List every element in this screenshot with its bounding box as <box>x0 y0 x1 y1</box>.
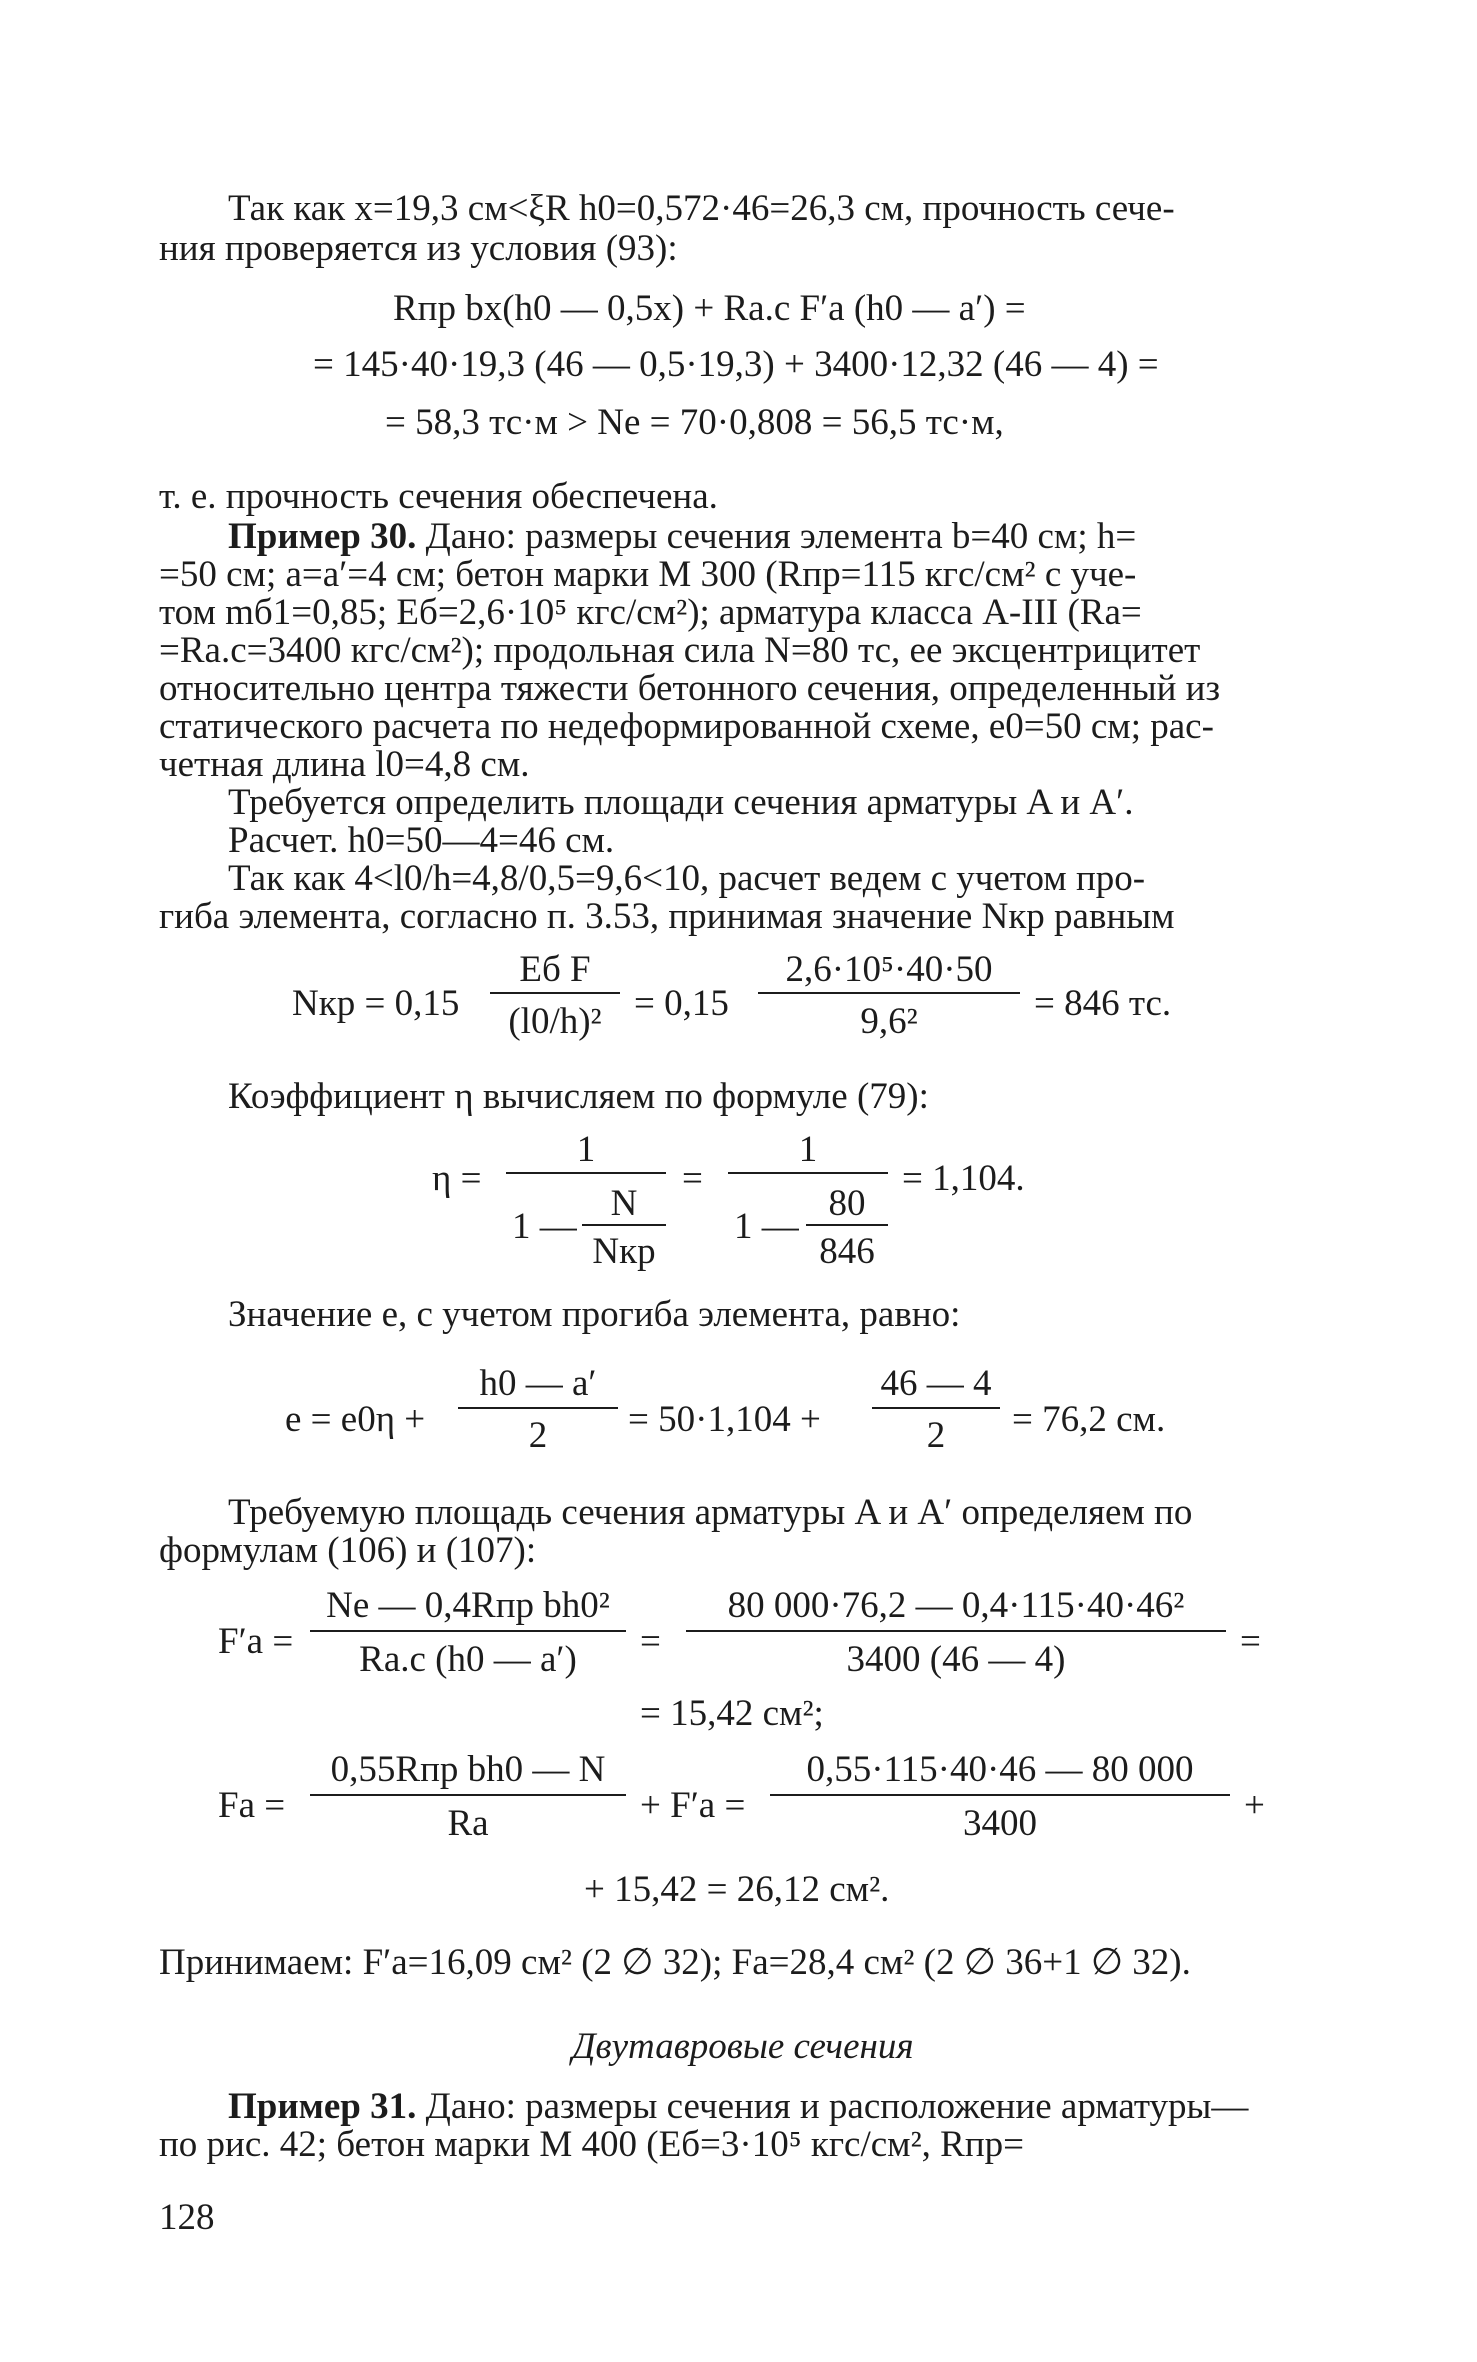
fraction-bar <box>686 1630 1226 1632</box>
section-heading: Двутавровые сечения <box>572 2026 914 2067</box>
formula-part: = <box>1240 1621 1261 1662</box>
text-line: т. е. прочность сечения обеспечена. <box>159 476 718 517</box>
fraction-denominator: Rа <box>447 1803 489 1844</box>
formula-part: = 0,15 <box>634 983 729 1024</box>
fraction-numerator: 0,55·115·40·46 — 80 000 <box>806 1749 1194 1790</box>
fraction-denominator: 3400 (46 — 4) <box>846 1639 1066 1680</box>
formula-part: + <box>1244 1785 1265 1826</box>
formula-part: = <box>640 1621 661 1662</box>
text-line: =50 см; a=a′=4 см; бетон марки М 300 (Rпр=115 кгс/см² с уче- <box>159 554 1137 595</box>
formula-part: = 846 тс. <box>1034 983 1172 1024</box>
text-line: статического расчета по недеформированной схеме, e0=50 см; рас- <box>159 706 1214 747</box>
paragraph-line <box>228 2088 1248 2126</box>
text-line: Требуемую площадь сечения арматуры A и A′ определяем по <box>228 1492 1193 1533</box>
fraction-numerator: 2,6·10⁵·40·50 <box>785 949 993 990</box>
formula-line: = 58,3 тс·м > Ne = 70·0,808 = 56,5 тс·м, <box>385 402 1004 443</box>
fraction-numerator: h0 — a′ <box>479 1363 597 1404</box>
formula-part: 1 — <box>734 1206 799 1247</box>
fraction-bar <box>582 1224 666 1226</box>
fraction-bar <box>458 1407 618 1409</box>
text-line: Так как x=19,3 см<ξR h0=0,572·46=26,3 см, прочность сече- <box>228 188 1175 229</box>
text-line: Принимаем: F′а=16,09 см² (2 ∅ 32); Fа=28,4 см² (2 ∅ 36+1 ∅ 32). <box>159 1942 1191 1983</box>
fraction-bar <box>728 1172 888 1174</box>
formula-part: = 1,104. <box>902 1158 1025 1199</box>
fraction-numerator: 46 — 4 <box>880 1363 992 1404</box>
fraction-denominator: 9,6² <box>860 1001 918 1042</box>
formula-part: Nкр = 0,15 <box>292 983 460 1024</box>
text-line: Требуется определить площади сечения арматуры A и A′. <box>228 782 1134 823</box>
text-line: формулам (106) и (107): <box>159 1530 537 1571</box>
formula-line: = 145·40·19,3 (46 — 0,5·19,3) + 3400·12,32 (46 — 4) = <box>313 344 1159 385</box>
text-line: гиба элемента, согласно п. 3.53, принимая значение Nкр равным <box>159 896 1175 937</box>
fraction-denominator: Nкр <box>592 1231 656 1272</box>
text-line: Значение e, с учетом прогиба элемента, равно: <box>228 1294 961 1335</box>
formula-part: η = <box>432 1158 482 1199</box>
example-text: Дано: размеры сечения элемента b=40 см; h= <box>416 516 1137 557</box>
formula-part: F′а = <box>218 1621 294 1662</box>
fraction-bar <box>872 1407 1000 1409</box>
formula-part: 1 — <box>512 1206 577 1247</box>
fraction-denominator: 846 <box>819 1231 875 1272</box>
fraction-numerator: Ne — 0,4Rпр bh0² <box>326 1585 610 1626</box>
formula-part: = 50·1,104 + <box>628 1399 821 1440</box>
fraction-denominator: 3400 <box>963 1803 1037 1844</box>
fraction-bar <box>310 1630 626 1632</box>
fraction-bar <box>490 992 620 994</box>
fraction-denominator: Rа.с (h0 — a′) <box>359 1639 577 1680</box>
fraction-numerator: 1 <box>798 1129 818 1170</box>
fraction-bar <box>506 1172 666 1174</box>
formula-part: e = e0η + <box>285 1399 426 1440</box>
text-line: том mб1=0,85; Eб=2,6·10⁵ кгс/см²); арматура класса А-III (Rа= <box>159 592 1142 633</box>
fraction-denominator: 2 <box>926 1415 946 1456</box>
fraction-numerator: 0,55Rпр bh0 — N <box>330 1749 606 1790</box>
text-line: четная длина l0=4,8 см. <box>159 744 530 785</box>
formula-line: Rпр bx(h0 — 0,5x) + Rа.с F′а (h0 — a′) = <box>393 288 1026 329</box>
fraction-bar <box>806 1224 888 1226</box>
text-line: Коэффициент η вычисляем по формуле (79): <box>228 1076 929 1117</box>
paragraph-line <box>228 518 1136 556</box>
fraction-numerator: 1 <box>576 1129 596 1170</box>
example-text: Дано: размеры сечения и расположение арматуры— <box>416 2086 1249 2127</box>
formula-part: + F′а = <box>640 1785 746 1826</box>
fraction-numerator: 80 000·76,2 — 0,4·115·40·46² <box>727 1585 1185 1626</box>
fraction-numerator: 80 <box>828 1183 866 1224</box>
fraction-bar <box>758 992 1020 994</box>
fraction-numerator: Eб F <box>519 949 591 990</box>
formula-part: = <box>682 1158 703 1199</box>
fraction-numerator: N <box>610 1183 638 1224</box>
example-label: Пример 30. <box>228 516 417 557</box>
formula-part: = 76,2 см. <box>1012 1399 1166 1440</box>
example-label: Пример 31. <box>228 2086 417 2127</box>
formula-result: = 15,42 см²; <box>640 1693 824 1734</box>
text-line: Расчет. h0=50—4=46 см. <box>228 820 615 861</box>
page-number: 128 <box>159 2197 215 2238</box>
fraction-denominator: 2 <box>528 1415 548 1456</box>
text-line: Так как 4<l0/h=4,8/0,5=9,6<10, расчет ведем с учетом про- <box>228 858 1146 899</box>
fraction-bar <box>770 1794 1230 1796</box>
text-line: относительно центра тяжести бетонного сечения, определенный из <box>159 668 1221 709</box>
formula-result: + 15,42 = 26,12 см². <box>584 1869 890 1910</box>
text-line: =Rа.с=3400 кгс/см²); продольная сила N=80 тс, ее эксцентрицитет <box>159 630 1201 671</box>
text-line: ния проверяется из условия (93): <box>159 228 678 269</box>
formula-part: Fа = <box>218 1785 286 1826</box>
fraction-denominator: (l0/h)² <box>508 1001 602 1042</box>
fraction-bar <box>310 1794 626 1796</box>
text-line: по рис. 42; бетон марки М 400 (Eб=3·10⁵ кгс/см², Rпр= <box>159 2124 1025 2165</box>
